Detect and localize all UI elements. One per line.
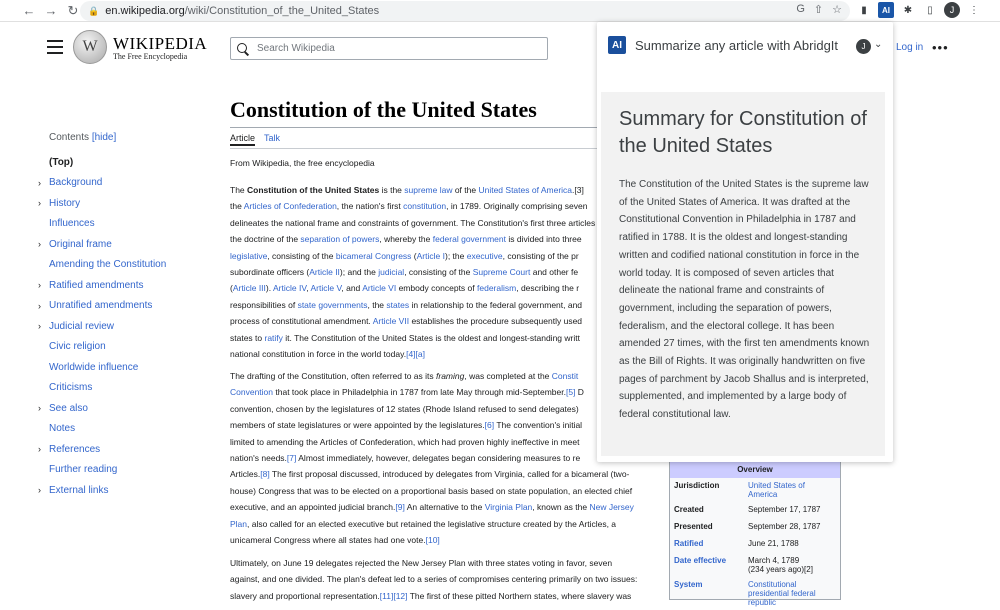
chevron-right-icon[interactable]: › (38, 403, 41, 413)
chevron-right-icon[interactable]: › (38, 198, 41, 208)
login-link[interactable]: Log in (896, 42, 924, 53)
inline-link[interactable]: supreme law (404, 185, 453, 195)
abridgit-title: Summarize any article with AbridgIt (635, 38, 839, 53)
toc-item-label: (Top) (49, 156, 74, 168)
toc-item[interactable] (38, 234, 218, 255)
plain-text: An alternative to the (404, 502, 485, 513)
plain-text: establishes the procedure subsequently used (409, 316, 583, 327)
inline-link[interactable]: separation of powers (300, 234, 380, 245)
tab-article[interactable]: Article (230, 133, 255, 146)
inline-link[interactable]: Supreme Court (472, 266, 531, 277)
text-line (230, 264, 620, 280)
abridgit-extension-icon[interactable]: AI (878, 2, 894, 18)
inline-link[interactable]: Plan (230, 518, 248, 529)
kebab-menu-icon[interactable]: ⋮ (969, 4, 979, 16)
plain-text: , known as the (532, 502, 590, 513)
inline-link[interactable]: Article V (310, 283, 342, 294)
page-title: Constitution of the United States (230, 97, 537, 122)
chevron-right-icon[interactable]: › (38, 177, 41, 188)
article-tabs (230, 133, 280, 146)
inline-link[interactable]: [6] (484, 420, 495, 431)
plain-text: , and (341, 283, 363, 294)
toc-item-label: Criticisms (49, 382, 93, 394)
google-icon[interactable]: G (796, 3, 805, 15)
plain-text: in relationship to the federal government, and (409, 299, 583, 310)
plain-text: the doctrine of the (230, 234, 301, 245)
plain-text: , (306, 283, 311, 294)
toc-item[interactable] (38, 337, 218, 358)
plain-text: states to (230, 332, 265, 343)
toc-item[interactable] (38, 357, 218, 378)
plain-text: subordinate officers ( (230, 266, 310, 277)
plain-text: that took place in Philadelphia in 1787 from late May through mid-September. (273, 387, 566, 398)
plain-text: , in 1789. Originally comprising seven (446, 201, 588, 212)
text-line (230, 499, 634, 515)
infobox-value: June 21, 1788 (748, 539, 799, 548)
toc-item-label: Influences (49, 218, 95, 230)
plain-text: of the (452, 185, 479, 195)
plain-text: , also called for an elected executive but retained the legislative structure created by the Articles, a (247, 518, 617, 529)
toc-item[interactable] (38, 460, 218, 481)
text-line (230, 434, 620, 450)
toc-item[interactable] (38, 439, 218, 460)
inline-link[interactable]: executive (466, 250, 503, 261)
text-line (230, 466, 630, 482)
reload-icon[interactable]: ↻ (67, 2, 79, 18)
paragraph-drafting (230, 368, 634, 548)
infobox-row (670, 536, 840, 553)
infobox-key: Presented (674, 522, 713, 531)
inline-link[interactable]: Virginia Plan (484, 502, 533, 513)
title-divider (230, 127, 610, 128)
infobox-row (670, 577, 840, 610)
plain-text: against, and one divided. The plan's defeat led to a series of compromises centering primarily on two issues: (230, 574, 638, 585)
toc-item-label: Notes (49, 423, 76, 435)
main-menu-icon[interactable] (47, 40, 63, 54)
inline-link[interactable]: ratify (264, 332, 283, 343)
plain-text: process of constitutional amendment. (230, 316, 373, 327)
bold-text: Constitution of the United States (247, 185, 380, 195)
text-line (230, 450, 620, 466)
plain-text: ). (265, 283, 273, 294)
inline-link[interactable]: federalism (477, 283, 517, 294)
plain-text: is the (379, 185, 405, 195)
plain-text: responsibilities of (230, 299, 298, 310)
infobox-row (670, 553, 840, 577)
toc-item-label: Unratified amendments (49, 300, 153, 312)
plain-text: The (230, 185, 248, 195)
plain-text: , describing the r (516, 283, 580, 294)
plain-text: ); and the (339, 266, 379, 277)
infobox-heading: Overview (670, 459, 840, 478)
text-line (230, 516, 620, 532)
table-of-contents (38, 132, 218, 501)
plain-text: The convention's initial (494, 420, 583, 431)
text-line (230, 215, 620, 231)
wikipedia-wordmark[interactable]: WIKIPEDIA (113, 34, 208, 53)
inline-link[interactable]: Article IV (273, 283, 307, 294)
plain-text: the (230, 201, 244, 212)
plain-text: ); the (444, 250, 467, 261)
toc-item-label: See also (49, 402, 88, 414)
text-line (230, 483, 633, 499)
plain-text: , whereby the (379, 234, 433, 245)
toc-item-label: Civic religion (49, 341, 106, 353)
inline-link[interactable]: Convention (230, 387, 274, 398)
wikipedia-tagline: The Free Encyclopedia (113, 52, 188, 61)
infobox-value: September 17, 1787 (748, 505, 821, 514)
plain-text: slavery and proportional representation. (230, 590, 380, 601)
text-line (230, 231, 620, 247)
plain-text: executive, and an appointed judicial branch. (230, 502, 396, 513)
infobox-key[interactable]: Ratified (674, 539, 704, 548)
abridgit-account-avatar[interactable]: J (856, 39, 871, 54)
text-line (230, 401, 620, 417)
toc-item[interactable] (38, 214, 218, 235)
inline-link[interactable]: states (386, 299, 410, 310)
inline-link[interactable]: Article II (309, 266, 340, 277)
plain-text: convention, chosen by the legislatures of 12 states (Rhode Island refused to send delegates) (230, 403, 579, 414)
url-path: /wiki/Constitution_of_the_United_States (184, 5, 380, 17)
toc-item-label: Further reading (49, 464, 118, 476)
profile-avatar[interactable]: J (944, 2, 960, 18)
inline-link[interactable]: [8] (260, 469, 270, 480)
text-line (230, 313, 620, 329)
inline-link[interactable]: judicial (378, 266, 405, 277)
infobox-value: September 28, 1787 (748, 522, 821, 531)
text-line (230, 280, 620, 296)
lock-icon: 🔒 (88, 5, 100, 16)
inline-link[interactable]: New Jersey (589, 502, 634, 513)
tab-talk[interactable]: Talk (264, 133, 281, 143)
toc-item[interactable] (38, 255, 218, 276)
inline-link[interactable]: legislative (230, 250, 268, 261)
infobox-value[interactable]: Constitutional presidential federal republic (748, 580, 816, 607)
inline-link[interactable]: Articles of Confederation (243, 201, 337, 212)
toc-hide-link[interactable]: [hide] (91, 132, 117, 143)
inline-link[interactable]: Article III (232, 283, 266, 294)
toc-item[interactable] (38, 173, 218, 194)
infobox-key: Created (674, 505, 704, 514)
inline-link[interactable]: federal government (432, 234, 506, 245)
toc-item[interactable] (38, 398, 218, 419)
plain-text: D (575, 387, 584, 398)
abridgit-header (597, 22, 893, 80)
inline-link[interactable]: [4][a] (406, 348, 425, 359)
plain-text: ( (230, 283, 233, 294)
search-box[interactable] (230, 37, 548, 60)
inline-link[interactable]: bicameral Congress (335, 250, 412, 261)
plain-text: nation's needs. (230, 452, 287, 463)
infobox-value-note: (234 years ago)[2] (748, 565, 813, 574)
plain-text: Articles. (230, 469, 261, 480)
toc-item-label: Ratified amendments (49, 279, 144, 291)
chevron-right-icon[interactable]: › (38, 280, 41, 290)
plain-text: it. The Constitution of the United States is the oldest and longest-standing writt (282, 332, 580, 343)
text-line (230, 571, 638, 587)
toc-item[interactable] (38, 296, 218, 317)
plain-text: , the nation's first (336, 201, 404, 212)
text-line (230, 248, 620, 264)
toc-item[interactable] (38, 316, 218, 337)
text-line (230, 532, 620, 548)
inline-link[interactable]: [10] (425, 534, 440, 545)
extension-icon[interactable]: ▮ (861, 4, 867, 16)
text-line (230, 588, 632, 604)
plain-text: unicameral Congress where all states had one vote. (230, 534, 426, 545)
infobox-value[interactable]: United States of America (748, 481, 805, 499)
plain-text: ( (411, 250, 417, 261)
text-line (230, 297, 620, 313)
chevron-right-icon[interactable]: › (38, 321, 41, 331)
plain-text: , consisting of the (267, 250, 336, 261)
inline-link[interactable]: [9] (395, 502, 405, 513)
paragraph-lead (230, 182, 620, 362)
infobox-row (670, 478, 840, 502)
plain-text: , the (367, 299, 387, 310)
url-host: en.wikipedia.org (105, 5, 185, 17)
plain-text: Ultimately, on June 19 delegates rejected the New Jersey Plan with three states voting in favor, seven (230, 558, 613, 568)
italic-text: framing (436, 371, 465, 381)
sidepanel-icon[interactable]: ▯ (927, 4, 933, 16)
toc-item[interactable] (38, 152, 218, 173)
chevron-right-icon[interactable]: › (38, 300, 41, 311)
inline-link[interactable]: United States of America (478, 185, 573, 195)
plain-text: , was completed at the (464, 371, 552, 381)
plain-text: delineates the national frame and constraints of government. The Constitution's first three articles (230, 217, 596, 228)
plain-text: and other fe (530, 266, 579, 277)
summary-text: The Constitution of the United States is the supreme law of the United States of America. It was drafted at the Constitutional Convention in Philadelphia in 1787 and ratified in 1788. It is the oldest and longest-standing written and codified national constitution in force in the world today. It is composed of seven articles that delineate the national frame and constraints of government, including the separation of powers, federalism, and the electoral college. It has been amended 27 times, with the first ten amendments known as the Bill of Rights. It was originally handwritten on five pages of parchment by Jacob Shallus and is interpreted, supplemented, and implemented by a large body of federal constitutional law. (619, 179, 870, 421)
infobox-key: Jurisdiction (674, 481, 720, 490)
text-line (230, 555, 620, 571)
text-line (230, 330, 620, 346)
infobox-key[interactable]: System (674, 580, 703, 589)
inline-link[interactable]: Article I (416, 250, 445, 261)
plain-text: Almost immediately, however, delegates began considering measures to re (296, 452, 581, 463)
infobox (669, 458, 841, 607)
text-line (230, 346, 620, 362)
tabs-divider (230, 148, 610, 149)
back-arrow-icon[interactable]: ← (22, 3, 36, 18)
infobox-row (670, 502, 840, 519)
plain-text: The first of these pitted Northern states, where slavery was (407, 590, 632, 601)
text-line (230, 417, 620, 433)
inline-link[interactable]: [5] (565, 387, 576, 398)
toc-item-label: Worldwide influence (49, 361, 139, 373)
summary-card (601, 92, 885, 456)
toc-item-label: Amending the Constitution (49, 259, 167, 271)
abridgit-panel (597, 22, 893, 462)
bookmark-star-icon[interactable]: ☆ (832, 4, 842, 16)
toc-item[interactable] (38, 275, 218, 296)
toc-item[interactable] (38, 193, 218, 214)
browser-toolbar (0, 0, 1000, 22)
more-options-icon[interactable]: ••• (932, 40, 949, 55)
text-line (230, 182, 620, 198)
chevron-right-icon[interactable]: › (38, 444, 41, 454)
chevron-right-icon[interactable]: › (38, 485, 41, 495)
forward-arrow-icon[interactable]: → (44, 3, 58, 18)
toc-item-label: Original frame (49, 238, 112, 250)
infobox-value: March 4, 1789 (234 years ago)[2] (748, 556, 836, 574)
toc-item-label: References (49, 443, 101, 455)
plain-text: house) Congress that was to be elected on a proportional basis based on state population, an elected chief (230, 485, 633, 496)
share-icon[interactable]: ⇧ (813, 4, 824, 16)
toc-item-label: History (49, 197, 81, 209)
chevron-down-icon[interactable]: ⌄ (874, 39, 883, 50)
inline-link[interactable]: constitution (403, 201, 447, 212)
plain-text: members of state legislatures or were appointed by the legislatures. (230, 420, 485, 431)
inline-link[interactable]: Article VII (372, 316, 410, 327)
inline-link[interactable]: [7] (286, 452, 297, 463)
from-wikipedia-note: From Wikipedia, the free encyclopedia (230, 158, 375, 168)
toc-heading: Contents [hide] (49, 132, 117, 143)
summary-title: Summary for Constitution of the United States (619, 108, 867, 157)
infobox-key[interactable]: Date effective (674, 556, 727, 565)
toc-item-label: Background (49, 177, 103, 189)
toc-item[interactable] (38, 419, 218, 440)
plain-text: The first proposal discussed, introduced by delegates from Virginia, called for a bicameral (two- (269, 469, 630, 480)
infobox-row (670, 519, 840, 536)
plain-text: .[3] (572, 185, 584, 195)
plain-text: is divided into three (505, 234, 582, 245)
search-input[interactable] (257, 43, 537, 54)
text-line (230, 198, 620, 214)
text-line (230, 384, 620, 400)
toc-item[interactable] (38, 480, 218, 501)
plain-text: , consisting of the pr (502, 250, 579, 261)
paragraph-compromises (230, 555, 638, 604)
search-icon (237, 43, 249, 55)
address-bar[interactable] (80, 1, 850, 21)
inline-link[interactable]: state governments (297, 299, 368, 310)
text-line (230, 368, 620, 384)
inline-link[interactable]: Article VI (362, 283, 397, 294)
wikipedia-globe-logo[interactable]: W (73, 30, 107, 64)
toc-item-label: External links (49, 484, 109, 496)
plain-text: limited to amending the Articles of Confederation, which had proven highly ineffective in meet (230, 436, 580, 447)
puzzle-icon[interactable]: ✱ (903, 4, 913, 16)
inline-link[interactable]: Constit (551, 371, 579, 381)
plain-text: The drafting of the Constitution, often referred to as its (230, 371, 437, 381)
chevron-right-icon[interactable]: › (38, 239, 41, 249)
plain-text: national constitution in force in the world today. (230, 348, 407, 359)
plain-text: , consisting of the (404, 266, 473, 277)
toc-item-label: Judicial review (49, 320, 115, 332)
toc-item[interactable] (38, 378, 218, 399)
plain-text: embody concepts of (396, 283, 477, 294)
inline-link[interactable]: [11][12] (379, 590, 408, 601)
abridgit-logo: AI (608, 36, 626, 54)
